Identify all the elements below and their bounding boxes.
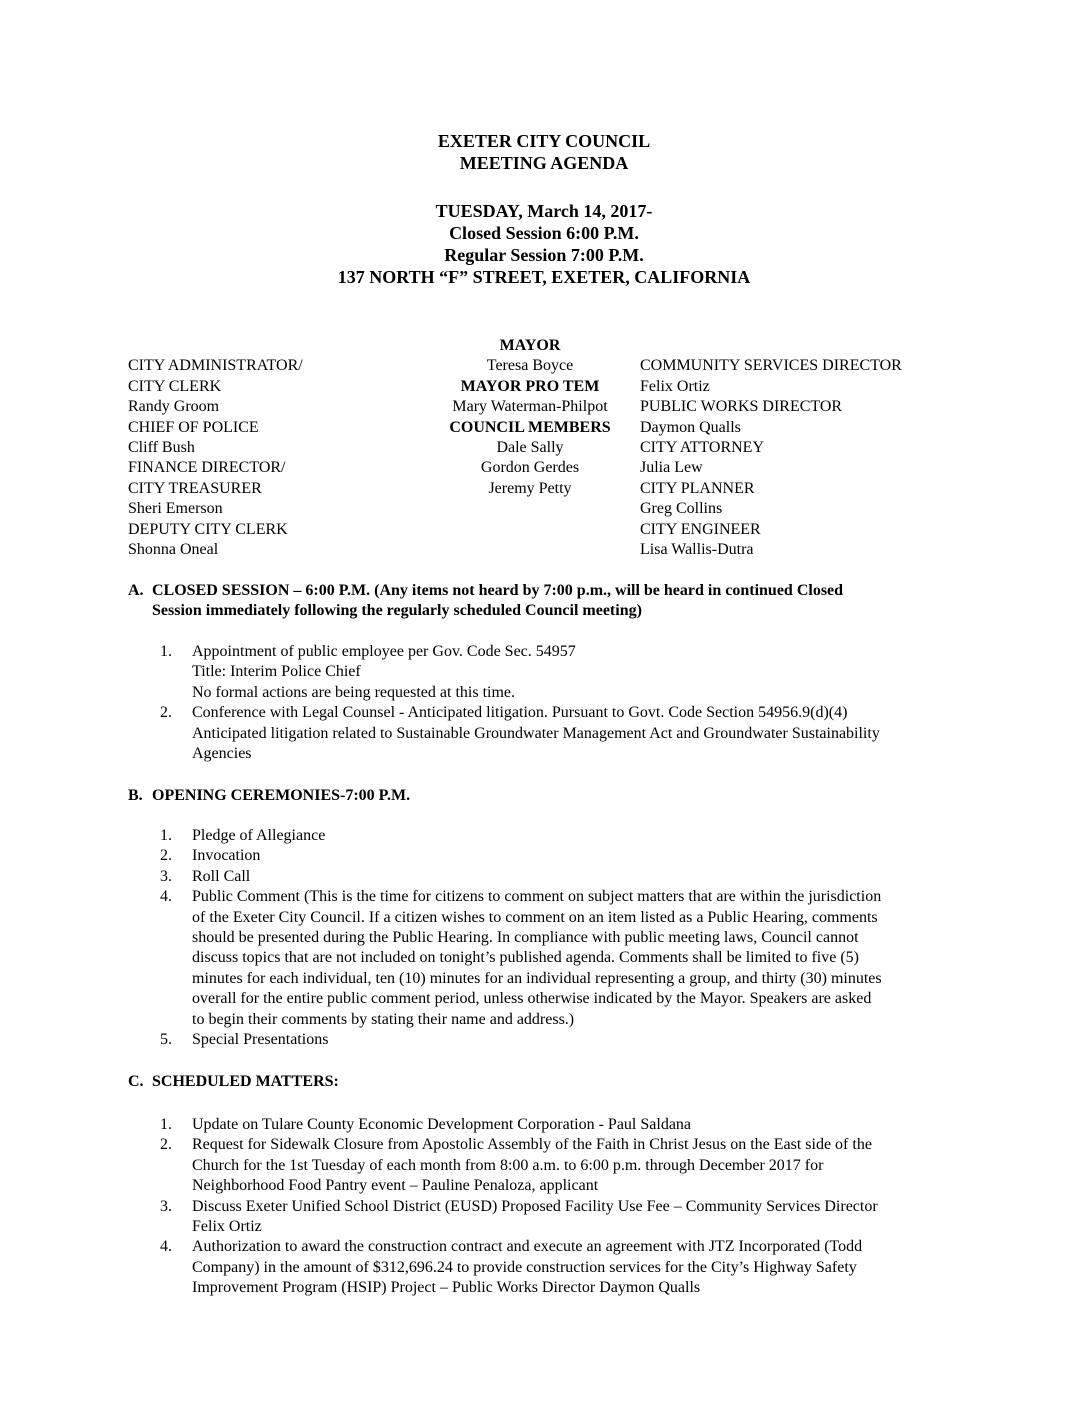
staff-line: Lisa Wallis-Dutra (640, 541, 754, 559)
item-line: Request for Sidewalk Closure from Apostolic Assembly of the Faith in Christ Jesus on the East side of the (192, 1136, 872, 1154)
regular-session-time: Regular Session 7:00 P.M. (444, 245, 644, 265)
section-b-heading-text: OPENING CEREMONIES-7:00 P.M. (152, 787, 411, 804)
item-line: should be presented during the Public Hearing. In compliance with public meeting laws, Council cannot (192, 929, 859, 947)
list-item (160, 846, 960, 866)
staff-line: Sheri Emerson (128, 500, 223, 518)
staff-line: CITY CLERK (128, 377, 222, 395)
item-line: Felix Ortiz (192, 1218, 262, 1236)
item-line: discuss topics that are not included on tonight’s published agenda. Comments shall be limited to five (5) (192, 949, 859, 967)
council-title: EXETER CITY COUNCIL (437, 131, 651, 151)
members-title: COUNCIL MEMBERS (449, 418, 611, 436)
item-line: minutes for each individual, ten (10) minutes for an individual representing a group, and thirty (30) minutes (192, 969, 882, 987)
list-item (160, 887, 960, 1030)
member-name: Gordon Gerdes (480, 459, 580, 477)
item-number: 2. (160, 1136, 172, 1154)
staff-left-column (128, 336, 303, 560)
staff-line: CHIEF OF POLICE (128, 418, 259, 436)
item-line: Church for the 1st Tuesday of each month from 8:00 a.m. to 6:00 p.m. through December 2017 for (192, 1156, 824, 1174)
section-c-items (160, 1115, 960, 1299)
item-number: 2. (160, 704, 172, 722)
staff-line: Julia Lew (640, 459, 703, 477)
item-line: to begin their comments by stating their name and address.) (192, 1010, 575, 1028)
item-line: Appointment of public employee per Gov. Code Sec. 54957 (192, 643, 576, 660)
mayor-title: MAYOR (499, 337, 561, 354)
list-item (160, 826, 960, 846)
item-line: Neighborhood Food Pantry event – Pauline Penaloza, applicant (192, 1177, 599, 1195)
staff-line: Randy Groom (128, 398, 220, 416)
list-item (160, 1115, 960, 1135)
section-c-heading-text: SCHEDULED MATTERS: (152, 1073, 339, 1090)
item-number: 3. (160, 1197, 172, 1215)
agenda-title: MEETING AGENDA (459, 153, 629, 173)
item-line: Anticipated litigation related to Sustainable Groundwater Management Act and Groundwater Sustainability (192, 724, 880, 742)
section-a-heading-line2: Session immediately following the regularly scheduled Council meeting) (152, 602, 642, 620)
staff-right-column (640, 336, 902, 560)
pro-tem-title: MAYOR PRO TEM (460, 377, 600, 395)
item-number: 4. (160, 1238, 172, 1256)
staff-line: CITY ATTORNEY (640, 439, 764, 457)
staff-line: FINANCE DIRECTOR/ (128, 459, 286, 477)
list-item (160, 1237, 960, 1298)
item-line: Authorization to award the construction contract and execute an agreement with JTZ Incorporated (Todd (192, 1238, 863, 1256)
staff-line: Felix Ortiz (640, 377, 710, 395)
staff-line: COMMUNITY SERVICES DIRECTOR (640, 357, 902, 375)
staff-line: Shonna Oneal (128, 541, 219, 559)
staff-line: CITY PLANNER (640, 479, 755, 497)
item-number: 1. (160, 643, 172, 660)
member-name: Dale Sally (496, 439, 564, 457)
staff-line: CITY TREASURER (128, 479, 262, 497)
council-column (395, 336, 665, 499)
section-a-heading (128, 581, 948, 622)
staff-line: CITY ENGINEER (640, 520, 761, 538)
staff-line: PUBLIC WORKS DIRECTOR (640, 398, 843, 416)
item-number: 3. (160, 867, 172, 885)
item-line: Public Comment (This is the time for citizens to comment on subject matters that are within the jurisdiction (192, 888, 882, 906)
list-item (160, 1197, 960, 1238)
member-name: Jeremy Petty (488, 479, 572, 497)
item-line: Invocation (192, 847, 261, 865)
item-line: overall for the entire public comment period, unless otherwise indicated by the Mayor. Speakers are asked (192, 990, 872, 1008)
list-item (160, 1135, 960, 1196)
item-number: 5. (160, 1031, 172, 1049)
list-item (160, 867, 960, 887)
list-item (160, 1030, 960, 1050)
item-line: Special Presentations (192, 1031, 329, 1049)
item-line: Discuss Exeter Unified School District (EUSD) Proposed Facility Use Fee – Community Services Director (192, 1197, 878, 1215)
item-line: No formal actions are being requested at this time. (192, 683, 516, 701)
section-a-heading-line1: CLOSED SESSION – 6:00 P.M. (Any items not heard by 7:00 p.m., will be heard in continued Closed (152, 582, 844, 599)
section-letter: B. (128, 787, 143, 804)
list-item (160, 703, 960, 764)
section-a-items (160, 642, 960, 764)
item-number: 4. (160, 888, 172, 906)
item-line: Roll Call (192, 867, 251, 885)
section-letter: C. (128, 1073, 144, 1090)
item-line: Title: Interim Police Chief (192, 663, 361, 681)
meeting-address: 137 NORTH “F” STREET, EXETER, CALIFORNIA (337, 267, 751, 287)
item-line: Company) in the amount of $312,696.24 to provide construction services for the City’s Highway Safety (192, 1258, 857, 1276)
item-line: Pledge of Allegiance (192, 827, 326, 844)
item-number: 1. (160, 1116, 172, 1133)
item-line: Agencies (192, 745, 252, 763)
agenda-header (0, 130, 1088, 288)
mayor-name: Teresa Boyce (486, 357, 574, 375)
staff-line: Daymon Qualls (640, 418, 741, 436)
item-line: Improvement Program (HSIP) Project – Public Works Director Daymon Qualls (192, 1279, 701, 1297)
staff-line: Cliff Bush (128, 439, 195, 457)
section-b-heading (128, 786, 948, 806)
section-b-items (160, 826, 960, 1050)
section-letter: A. (128, 582, 144, 599)
item-line: Conference with Legal Counsel - Anticipated litigation. Pursuant to Govt. Code Section 54956.9(d)(4) (192, 704, 848, 722)
item-number: 2. (160, 847, 172, 865)
item-line: Update on Tulare County Economic Development Corporation - Paul Saldana (192, 1116, 692, 1133)
list-item (160, 642, 960, 703)
closed-session-time: Closed Session 6:00 P.M. (449, 223, 639, 243)
item-line: of the Exeter City Council. If a citizen wishes to comment on an item listed as a Public Hearing, comments (192, 908, 878, 926)
item-number: 1. (160, 827, 172, 844)
staff-line: CITY ADMINISTRATOR/ (128, 357, 303, 375)
staff-line: Greg Collins (640, 500, 723, 518)
section-c-heading (128, 1072, 948, 1092)
staff-line: DEPUTY CITY CLERK (128, 520, 288, 538)
pro-tem-name: Mary Waterman-Philpot (452, 398, 608, 416)
meeting-date: TUESDAY, March 14, 2017- (435, 201, 653, 221)
